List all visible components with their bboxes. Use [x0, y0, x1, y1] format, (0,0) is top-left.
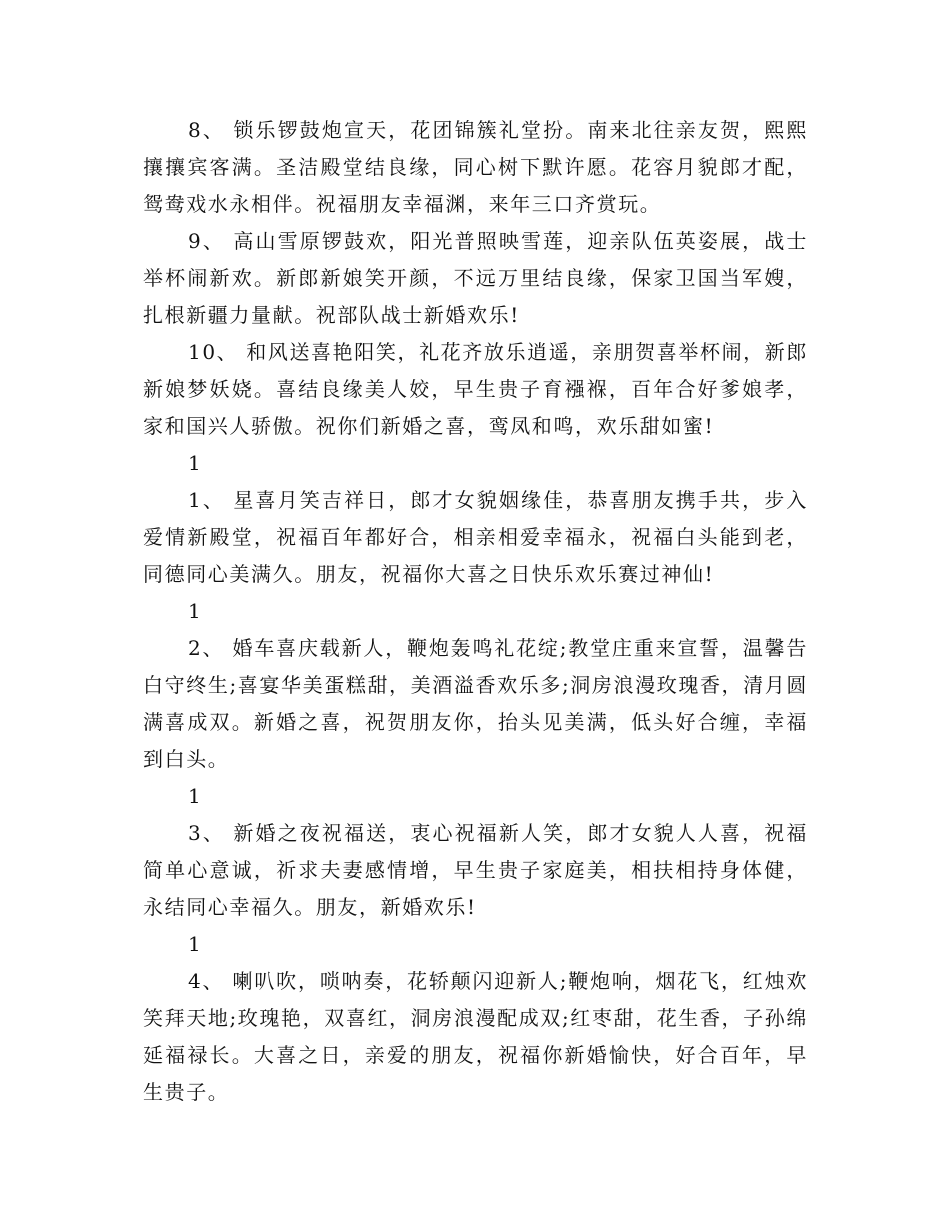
blessing-paragraph-2: 2、 婚车喜庆载新人，鞭炮轰鸣礼花绽;教堂庄重来宣誓，温馨告白守终生;喜宴华美蛋糕甜，美酒溢香欢乐多;洞房浪漫玫瑰香，清月圆满喜成双。新婚之喜，祝贺朋友你，抬头见美满，低头好合缠，幸福到白头。	[143, 636, 808, 771]
blessing-paragraph-10: 10、 和风送喜艳阳笑，礼花齐放乐逍遥，亲朋贺喜举杯闹，新郎新娘梦妖娆。喜结良缘美人姣，早生贵子育襁褓，百年合好爹娘孝，家和国兴人骄傲。祝你们新婚之喜，鸾凤和鸣，欢乐甜如蜜!	[143, 340, 808, 438]
section-marker: 1	[188, 932, 203, 956]
blessing-paragraph-8: 8、 锁乐锣鼓炮宣天，花团锦簇礼堂扮。南来北往亲友贺，熙熙攘攘宾客满。圣洁殿堂结良缘，同心树下默许愿。花容月貌郎才配，鸳鸯戏水永相伴。祝福朋友幸福渊，来年三口齐赏玩。	[143, 118, 808, 216]
section-marker: 1	[188, 784, 203, 808]
blessing-paragraph-3: 3、 新婚之夜祝福送，衷心祝福新人笑，郎才女貌人人喜，祝福简单心意诚，祈求夫妻感情增，早生贵子家庭美，相扶相持身体健，永结同心幸福久。朋友，新婚欢乐!	[143, 821, 808, 919]
section-marker: 1	[188, 451, 203, 475]
document-body	[143, 112, 808, 1111]
blessing-paragraph-9: 9、 高山雪原锣鼓欢，阳光普照映雪莲，迎亲队伍英姿展，战士举杯闹新欢。新郎新娘笑开颜，不远万里结良缘，保家卫国当军嫂，扎根新疆力量献。祝部队战士新婚欢乐!	[143, 229, 808, 327]
section-marker: 1	[188, 599, 203, 623]
blessing-paragraph-1: 1、 星喜月笑吉祥日，郎才女貌姻缘佳，恭喜朋友携手共，步入爱情新殿堂，祝福百年都好合，相亲相爱幸福永，祝福白头能到老，同德同心美满久。朋友，祝福你大喜之日快乐欢乐赛过神仙!	[143, 488, 808, 586]
blessing-paragraph-4: 4、 喇叭吹，唢呐奏，花轿颠闪迎新人;鞭炮响，烟花飞，红烛欢笑拜天地;玫瑰艳，双喜红，洞房浪漫配成双;红枣甜，花生香，子孙绵延福禄长。大喜之日，亲爱的朋友，祝福你新婚愉快，好合百年，早生贵子。	[143, 969, 808, 1104]
